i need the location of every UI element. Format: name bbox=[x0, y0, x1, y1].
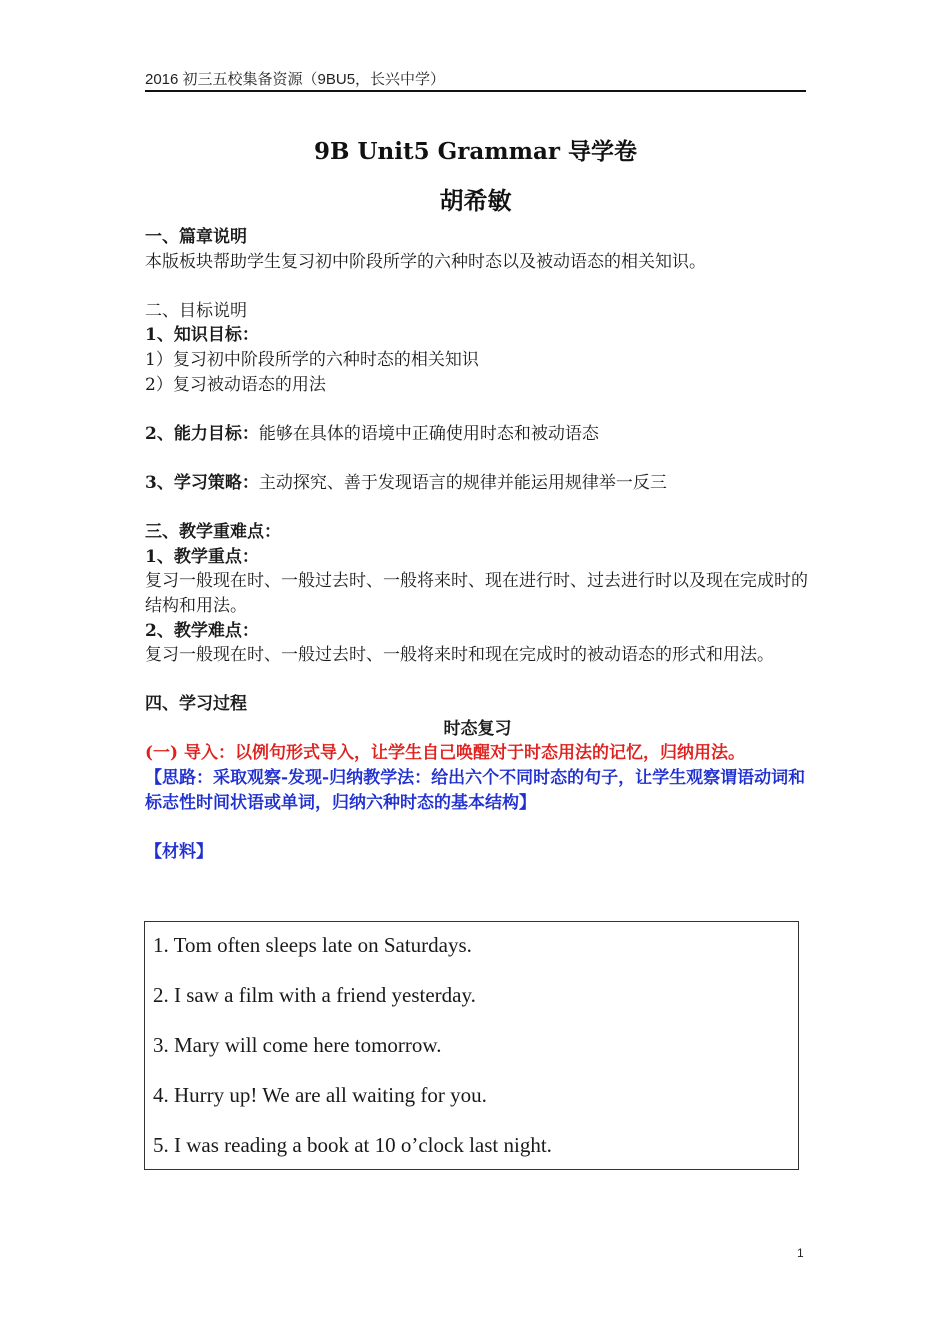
page-header: 2016 初三五校集备资源（9BU5，长兴中学） bbox=[145, 71, 446, 88]
material-label: 【材料】 bbox=[145, 841, 213, 862]
document-body bbox=[145, 225, 810, 864]
material-sentence: 4. Hurry up! We are all waiting for you. bbox=[153, 1083, 487, 1107]
material-sentence: 5. I was reading a book at 10 o’clock last night. bbox=[153, 1133, 552, 1157]
section-4-heading: 四、学习过程 bbox=[145, 694, 247, 715]
section-2-heading: 二、目标说明 bbox=[145, 300, 247, 321]
ability-goal-label: 2、能力目标： bbox=[145, 423, 259, 444]
material-sentence: 1. Tom often sleeps late on Saturdays. bbox=[153, 933, 472, 957]
teaching-idea-note: 【思路：采取观察-发现-归纳教学法：给出六个不同时态的句子，让学生观察谓语动词和标志性时间状语或单词，归纳六种时态的基本结构】 bbox=[145, 768, 806, 813]
knowledge-goal-label: 1、知识目标： bbox=[145, 325, 259, 346]
author-name: 胡希敏 bbox=[439, 186, 512, 215]
material-sentence: 3. Mary will come here tomorrow. bbox=[153, 1033, 442, 1057]
difficult-point-label: 2、教学难点： bbox=[145, 620, 259, 641]
ability-goal-text: 能够在具体的语境中正确使用时态和被动语态 bbox=[258, 423, 599, 444]
learning-strategy bbox=[145, 471, 810, 496]
section-1-heading: 一、篇章说明 bbox=[145, 227, 247, 247]
material-sentence: 2. I saw a film with a friend yesterday. bbox=[153, 983, 476, 1007]
document-title: 9B Unit5 Grammar 导学卷 bbox=[314, 138, 637, 165]
header-divider bbox=[145, 90, 806, 92]
key-point-text: 复习一般现在时、一般过去时、一般将来时、现在进行时、过去进行时以及现在完成时的结构和用法。 bbox=[145, 571, 808, 616]
section-3-heading: 三、教学重难点： bbox=[145, 522, 281, 543]
page-number: 1 bbox=[797, 1246, 804, 1260]
intro-instruction: (一) 导入：以例句形式导入，让学生自己唤醒对于时态用法的记忆，归纳用法。 bbox=[145, 743, 746, 764]
material-box bbox=[144, 921, 799, 1170]
ability-goal bbox=[145, 422, 810, 447]
learning-strategy-label: 3、学习策略： bbox=[145, 472, 259, 493]
section-1-text: 本版板块帮助学生复习初中阶段所学的六种时态以及被动语态的相关知识。 bbox=[145, 251, 706, 272]
learning-strategy-text: 主动探究、善于发现语言的规律并能运用规律举一反三 bbox=[258, 472, 667, 493]
key-point-label: 1、教学重点： bbox=[145, 546, 259, 567]
knowledge-goal-2: 2）复习被动语态的用法 bbox=[145, 374, 326, 395]
tense-review-subtitle: 时态复习 bbox=[443, 718, 512, 739]
difficult-point-text: 复习一般现在时、一般过去时、一般将来时和现在完成时的被动语态的形式和用法。 bbox=[145, 645, 774, 666]
knowledge-goal-1: 1）复习初中阶段所学的六种时态的相关知识 bbox=[145, 349, 479, 370]
